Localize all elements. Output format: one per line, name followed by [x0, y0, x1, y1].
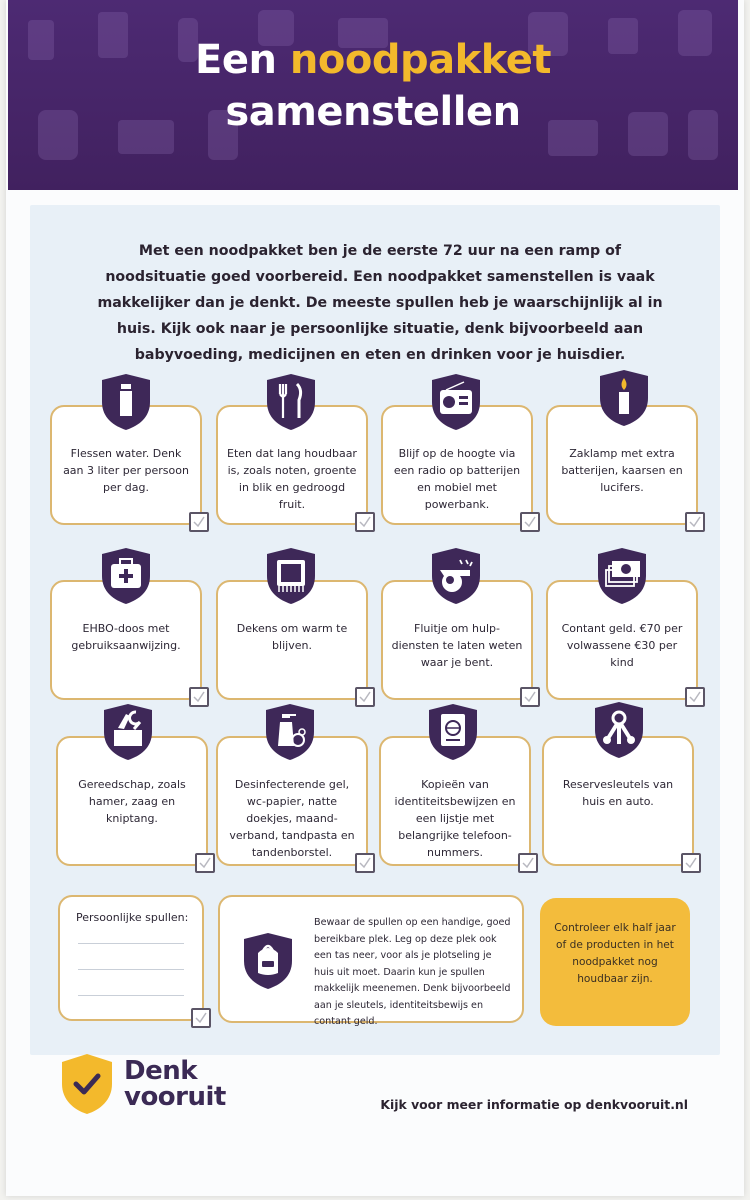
title-line2: samenstellen	[225, 89, 521, 135]
checkbox[interactable]	[685, 687, 705, 707]
personal-items-box[interactable]	[58, 895, 204, 1021]
shield-check-icon	[60, 1052, 114, 1116]
brand-name	[124, 1058, 226, 1110]
hygiene-icon	[264, 702, 316, 762]
more-info-link[interactable]: Kijk voor meer informatie op denkvooruit.nl	[380, 1097, 688, 1112]
keys-icon	[593, 700, 645, 760]
cash-icon	[596, 546, 648, 606]
water-bottle-icon	[100, 372, 152, 432]
brand-line1: Denk	[124, 1056, 198, 1086]
checkbox[interactable]	[518, 853, 538, 873]
checkbox[interactable]	[355, 853, 375, 873]
checkbox[interactable]	[681, 853, 701, 873]
storage-advice-text: Bewaar de spullen op een handige, goed bereikbare plek. Leg op deze plek ook een tas neer, voor als je plotseling je huis uit moet. Daarin kun je spullen makkelijk meenemen. Denk bijvoorbeeld aan je sleutels, identiteitsbewijs en contant geld.	[314, 917, 511, 1027]
checkbox[interactable]	[189, 512, 209, 532]
radio-icon	[430, 372, 482, 432]
item-text: Gereedschap, zoals hamer, zaag en kniptang.	[78, 778, 186, 825]
personal-items-label: Persoonlijke spullen:	[76, 911, 189, 924]
intro-paragraph: Met een noodpakket ben je de eerste 72 uur na een ramp of noodsituatie goed voorbereid. Een noodpakket samenstellen is vaak makkelijker dan je denkt. De meeste spullen heb je waarschijnlijk al in huis. Kijk ook naar je persoonlijke situatie, denk bijvoorbeeld aan babyvoeding, medicijnen en eten en drinken voor je huisdier.	[97, 243, 663, 363]
toolbox-icon	[102, 702, 154, 762]
checkbox[interactable]	[191, 1008, 211, 1028]
checkbox[interactable]	[685, 512, 705, 532]
write-line	[78, 995, 184, 996]
item-text: Contant geld. €70 per volwassene €30 per kind	[561, 622, 683, 669]
item-text: EHBO-doos met gebruiksaanwijzing.	[71, 622, 181, 652]
write-line	[78, 969, 184, 970]
header-banner	[8, 0, 738, 190]
checkbox[interactable]	[189, 687, 209, 707]
brand-logo	[60, 1052, 260, 1122]
item-text: Eten dat lang houdbaar is, zoals noten, groente in blik en gedroogd fruit.	[227, 447, 357, 511]
checkbox[interactable]	[520, 687, 540, 707]
page-title	[8, 34, 738, 138]
cutlery-icon	[265, 372, 317, 432]
whistle-icon	[430, 546, 482, 606]
title-part1: Een	[195, 37, 290, 83]
item-text: Zaklamp met extra batterijen, kaarsen en lucifers.	[561, 447, 683, 494]
reminder-text: Controleer elk half jaar of de producten in het noodpakket nog houdbaar zijn.	[554, 922, 676, 985]
blanket-icon	[265, 546, 317, 606]
checkbox[interactable]	[355, 687, 375, 707]
item-text: Dekens om warm te blijven.	[236, 622, 348, 652]
checkbox[interactable]	[355, 512, 375, 532]
checkbox[interactable]	[520, 512, 540, 532]
candle-icon	[598, 368, 650, 428]
checkbox[interactable]	[195, 853, 215, 873]
item-text: Desinfecterende gel, wc-papier, natte doekjes, maand-verband, tandpasta en tandenborstel.	[229, 778, 355, 859]
bag-icon	[242, 931, 294, 991]
brand-line2: vooruit	[124, 1082, 226, 1112]
item-text: Flessen water. Denk aan 3 liter per persoon per dag.	[63, 447, 189, 494]
item-text: Blijf op de hoogte via een radio op batterijen en mobiel met powerbank.	[393, 447, 521, 511]
title-highlight: noodpakket	[289, 37, 551, 83]
storage-advice-box	[218, 895, 524, 1027]
first-aid-kit-icon	[100, 546, 152, 606]
item-text: Reservesleutels van huis en auto.	[562, 778, 674, 808]
item-text: Fluitje om hulp-diensten te laten weten waar je bent.	[391, 622, 523, 669]
write-line	[78, 943, 184, 944]
item-text: Kopieën van identiteitsbewijzen en een lijstje met belangrijke telefoon-nummers.	[394, 778, 516, 859]
reminder-note	[540, 898, 690, 1026]
passport-icon	[427, 702, 479, 762]
